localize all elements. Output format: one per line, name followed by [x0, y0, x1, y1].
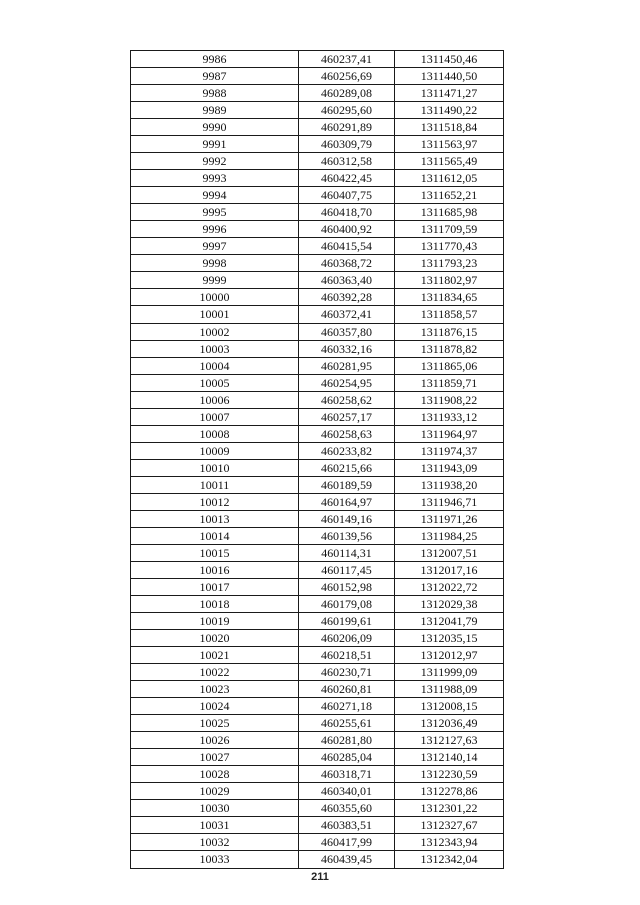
- y-coordinate-cell: 1312035,15: [395, 630, 504, 647]
- point-number-cell: 9998: [131, 255, 299, 272]
- x-coordinate-cell: 460117,45: [299, 561, 395, 578]
- point-number-cell: 10006: [131, 391, 299, 408]
- y-coordinate-cell: 1311878,82: [395, 340, 504, 357]
- y-coordinate-cell: 1311440,50: [395, 68, 504, 85]
- table-row: [131, 340, 504, 357]
- x-coordinate-cell: 460422,45: [299, 170, 395, 187]
- y-coordinate-cell: 1311938,20: [395, 476, 504, 493]
- table-row: [131, 85, 504, 102]
- point-number-cell: 10020: [131, 630, 299, 647]
- table-row: [131, 834, 504, 851]
- x-coordinate-cell: 460271,18: [299, 698, 395, 715]
- point-number-cell: 10017: [131, 578, 299, 595]
- table-row: [131, 681, 504, 698]
- x-coordinate-cell: 460230,71: [299, 664, 395, 681]
- point-number-cell: 10003: [131, 340, 299, 357]
- y-coordinate-cell: 1312029,38: [395, 596, 504, 613]
- point-number-cell: 10015: [131, 544, 299, 561]
- y-coordinate-cell: 1312140,14: [395, 749, 504, 766]
- x-coordinate-cell: 460357,80: [299, 323, 395, 340]
- coordinates-table-body: [131, 51, 504, 869]
- point-number-cell: 10004: [131, 357, 299, 374]
- table-row: [131, 613, 504, 630]
- point-number-cell: 10027: [131, 749, 299, 766]
- y-coordinate-cell: 1312022,72: [395, 578, 504, 595]
- table-row: [131, 391, 504, 408]
- x-coordinate-cell: 460363,40: [299, 272, 395, 289]
- y-coordinate-cell: 1311565,49: [395, 153, 504, 170]
- y-coordinate-cell: 1311964,97: [395, 425, 504, 442]
- x-coordinate-cell: 460295,60: [299, 102, 395, 119]
- point-number-cell: 10021: [131, 647, 299, 664]
- x-coordinate-cell: 460417,99: [299, 834, 395, 851]
- table-row: [131, 442, 504, 459]
- x-coordinate-cell: 460206,09: [299, 630, 395, 647]
- table-row: [131, 578, 504, 595]
- table-row: [131, 51, 504, 68]
- coordinates-table: [130, 50, 504, 869]
- table-row: [131, 153, 504, 170]
- y-coordinate-cell: 1311834,65: [395, 289, 504, 306]
- y-coordinate-cell: 1312343,94: [395, 834, 504, 851]
- table-row: [131, 851, 504, 868]
- y-coordinate-cell: 1311974,37: [395, 442, 504, 459]
- table-row: [131, 102, 504, 119]
- table-row: [131, 476, 504, 493]
- y-coordinate-cell: 1311858,57: [395, 306, 504, 323]
- table-row: [131, 119, 504, 136]
- table-row: [131, 630, 504, 647]
- x-coordinate-cell: 460383,51: [299, 817, 395, 834]
- table-row: [131, 221, 504, 238]
- table-row: [131, 170, 504, 187]
- x-coordinate-cell: 460199,61: [299, 613, 395, 630]
- x-coordinate-cell: 460281,80: [299, 732, 395, 749]
- table-row: [131, 459, 504, 476]
- point-number-cell: 9995: [131, 204, 299, 221]
- x-coordinate-cell: 460215,66: [299, 459, 395, 476]
- point-number-cell: 10032: [131, 834, 299, 851]
- point-number-cell: 10009: [131, 442, 299, 459]
- y-coordinate-cell: 1311971,26: [395, 510, 504, 527]
- x-coordinate-cell: 460149,16: [299, 510, 395, 527]
- x-coordinate-cell: 460372,41: [299, 306, 395, 323]
- y-coordinate-cell: 1311685,98: [395, 204, 504, 221]
- point-number-cell: 9992: [131, 153, 299, 170]
- y-coordinate-cell: 1311999,09: [395, 664, 504, 681]
- point-number-cell: 10029: [131, 783, 299, 800]
- point-number-cell: 9987: [131, 68, 299, 85]
- table-row: [131, 698, 504, 715]
- page-number: 211: [311, 871, 329, 883]
- y-coordinate-cell: 1311859,71: [395, 374, 504, 391]
- table-row: [131, 510, 504, 527]
- point-number-cell: 10012: [131, 493, 299, 510]
- x-coordinate-cell: 460318,71: [299, 766, 395, 783]
- x-coordinate-cell: 460439,45: [299, 851, 395, 868]
- y-coordinate-cell: 1312301,22: [395, 800, 504, 817]
- point-number-cell: 10023: [131, 681, 299, 698]
- x-coordinate-cell: 460312,58: [299, 153, 395, 170]
- y-coordinate-cell: 1312017,16: [395, 561, 504, 578]
- x-coordinate-cell: 460285,04: [299, 749, 395, 766]
- y-coordinate-cell: 1312327,67: [395, 817, 504, 834]
- y-coordinate-cell: 1312041,79: [395, 613, 504, 630]
- table-row: [131, 323, 504, 340]
- x-coordinate-cell: 460258,63: [299, 425, 395, 442]
- y-coordinate-cell: 1312012,97: [395, 647, 504, 664]
- point-number-cell: 10013: [131, 510, 299, 527]
- y-coordinate-cell: 1311933,12: [395, 408, 504, 425]
- point-number-cell: 10024: [131, 698, 299, 715]
- y-coordinate-cell: 1311876,15: [395, 323, 504, 340]
- table-row: [131, 425, 504, 442]
- point-number-cell: 10031: [131, 817, 299, 834]
- point-number-cell: 10011: [131, 476, 299, 493]
- point-number-cell: 10007: [131, 408, 299, 425]
- point-number-cell: 10008: [131, 425, 299, 442]
- point-number-cell: 10001: [131, 306, 299, 323]
- point-number-cell: 9989: [131, 102, 299, 119]
- point-number-cell: 10030: [131, 800, 299, 817]
- point-number-cell: 9991: [131, 136, 299, 153]
- table-row: [131, 783, 504, 800]
- point-number-cell: 10002: [131, 323, 299, 340]
- point-number-cell: 10028: [131, 766, 299, 783]
- table-row: [131, 493, 504, 510]
- point-number-cell: 9993: [131, 170, 299, 187]
- table-row: [131, 749, 504, 766]
- y-coordinate-cell: 1311770,43: [395, 238, 504, 255]
- x-coordinate-cell: 460281,95: [299, 357, 395, 374]
- point-number-cell: 9986: [131, 51, 299, 68]
- x-coordinate-cell: 460289,08: [299, 85, 395, 102]
- y-coordinate-cell: 1311865,06: [395, 357, 504, 374]
- y-coordinate-cell: 1311988,09: [395, 681, 504, 698]
- x-coordinate-cell: 460189,59: [299, 476, 395, 493]
- point-number-cell: 9988: [131, 85, 299, 102]
- y-coordinate-cell: 1311518,84: [395, 119, 504, 136]
- y-coordinate-cell: 1312342,04: [395, 851, 504, 868]
- point-number-cell: 10005: [131, 374, 299, 391]
- table-row: [131, 374, 504, 391]
- y-coordinate-cell: 1311450,46: [395, 51, 504, 68]
- x-coordinate-cell: 460179,08: [299, 596, 395, 613]
- table-row: [131, 357, 504, 374]
- y-coordinate-cell: 1311490,22: [395, 102, 504, 119]
- point-number-cell: 9999: [131, 272, 299, 289]
- table-row: [131, 255, 504, 272]
- x-coordinate-cell: 460355,60: [299, 800, 395, 817]
- x-coordinate-cell: 460340,01: [299, 783, 395, 800]
- table-row: [131, 544, 504, 561]
- x-coordinate-cell: 460256,69: [299, 68, 395, 85]
- x-coordinate-cell: 460114,31: [299, 544, 395, 561]
- table-row: [131, 527, 504, 544]
- y-coordinate-cell: 1311793,23: [395, 255, 504, 272]
- point-number-cell: 10010: [131, 459, 299, 476]
- y-coordinate-cell: 1311946,71: [395, 493, 504, 510]
- x-coordinate-cell: 460164,97: [299, 493, 395, 510]
- table-row: [131, 408, 504, 425]
- table-row: [131, 817, 504, 834]
- point-number-cell: 10025: [131, 715, 299, 732]
- table-row: [131, 306, 504, 323]
- table-row: [131, 596, 504, 613]
- point-number-cell: 9994: [131, 187, 299, 204]
- table-row: [131, 68, 504, 85]
- point-number-cell: 10033: [131, 851, 299, 868]
- table-row: [131, 766, 504, 783]
- point-number-cell: 10026: [131, 732, 299, 749]
- x-coordinate-cell: 460139,56: [299, 527, 395, 544]
- table-row: [131, 204, 504, 221]
- x-coordinate-cell: 460258,62: [299, 391, 395, 408]
- table-row: [131, 664, 504, 681]
- point-number-cell: 10000: [131, 289, 299, 306]
- y-coordinate-cell: 1311908,22: [395, 391, 504, 408]
- x-coordinate-cell: 460237,41: [299, 51, 395, 68]
- x-coordinate-cell: 460254,95: [299, 374, 395, 391]
- table-row: [131, 732, 504, 749]
- x-coordinate-cell: 460218,51: [299, 647, 395, 664]
- x-coordinate-cell: 460255,61: [299, 715, 395, 732]
- y-coordinate-cell: 1312007,51: [395, 544, 504, 561]
- point-number-cell: 10019: [131, 613, 299, 630]
- y-coordinate-cell: 1311652,21: [395, 187, 504, 204]
- table-row: [131, 272, 504, 289]
- y-coordinate-cell: 1311709,59: [395, 221, 504, 238]
- point-number-cell: 9990: [131, 119, 299, 136]
- y-coordinate-cell: 1311612,05: [395, 170, 504, 187]
- point-number-cell: 10022: [131, 664, 299, 681]
- table-row: [131, 289, 504, 306]
- x-coordinate-cell: 460368,72: [299, 255, 395, 272]
- x-coordinate-cell: 460400,92: [299, 221, 395, 238]
- point-number-cell: 10018: [131, 596, 299, 613]
- table-row: [131, 187, 504, 204]
- x-coordinate-cell: 460407,75: [299, 187, 395, 204]
- point-number-cell: 10016: [131, 561, 299, 578]
- y-coordinate-cell: 1311471,27: [395, 85, 504, 102]
- y-coordinate-cell: 1311563,97: [395, 136, 504, 153]
- x-coordinate-cell: 460291,89: [299, 119, 395, 136]
- x-coordinate-cell: 460392,28: [299, 289, 395, 306]
- x-coordinate-cell: 460257,17: [299, 408, 395, 425]
- x-coordinate-cell: 460415,54: [299, 238, 395, 255]
- point-number-cell: 10014: [131, 527, 299, 544]
- x-coordinate-cell: 460332,16: [299, 340, 395, 357]
- table-row: [131, 800, 504, 817]
- table-row: [131, 238, 504, 255]
- table-row: [131, 561, 504, 578]
- y-coordinate-cell: 1312127,63: [395, 732, 504, 749]
- y-coordinate-cell: 1311802,97: [395, 272, 504, 289]
- y-coordinate-cell: 1311984,25: [395, 527, 504, 544]
- point-number-cell: 9997: [131, 238, 299, 255]
- y-coordinate-cell: 1311943,09: [395, 459, 504, 476]
- y-coordinate-cell: 1312278,86: [395, 783, 504, 800]
- y-coordinate-cell: 1312230,59: [395, 766, 504, 783]
- x-coordinate-cell: 460233,82: [299, 442, 395, 459]
- y-coordinate-cell: 1312036,49: [395, 715, 504, 732]
- point-number-cell: 9996: [131, 221, 299, 238]
- y-coordinate-cell: 1312008,15: [395, 698, 504, 715]
- x-coordinate-cell: 460152,98: [299, 578, 395, 595]
- table-row: [131, 136, 504, 153]
- x-coordinate-cell: 460309,79: [299, 136, 395, 153]
- table-row: [131, 715, 504, 732]
- x-coordinate-cell: 460418,70: [299, 204, 395, 221]
- x-coordinate-cell: 460260,81: [299, 681, 395, 698]
- table-row: [131, 647, 504, 664]
